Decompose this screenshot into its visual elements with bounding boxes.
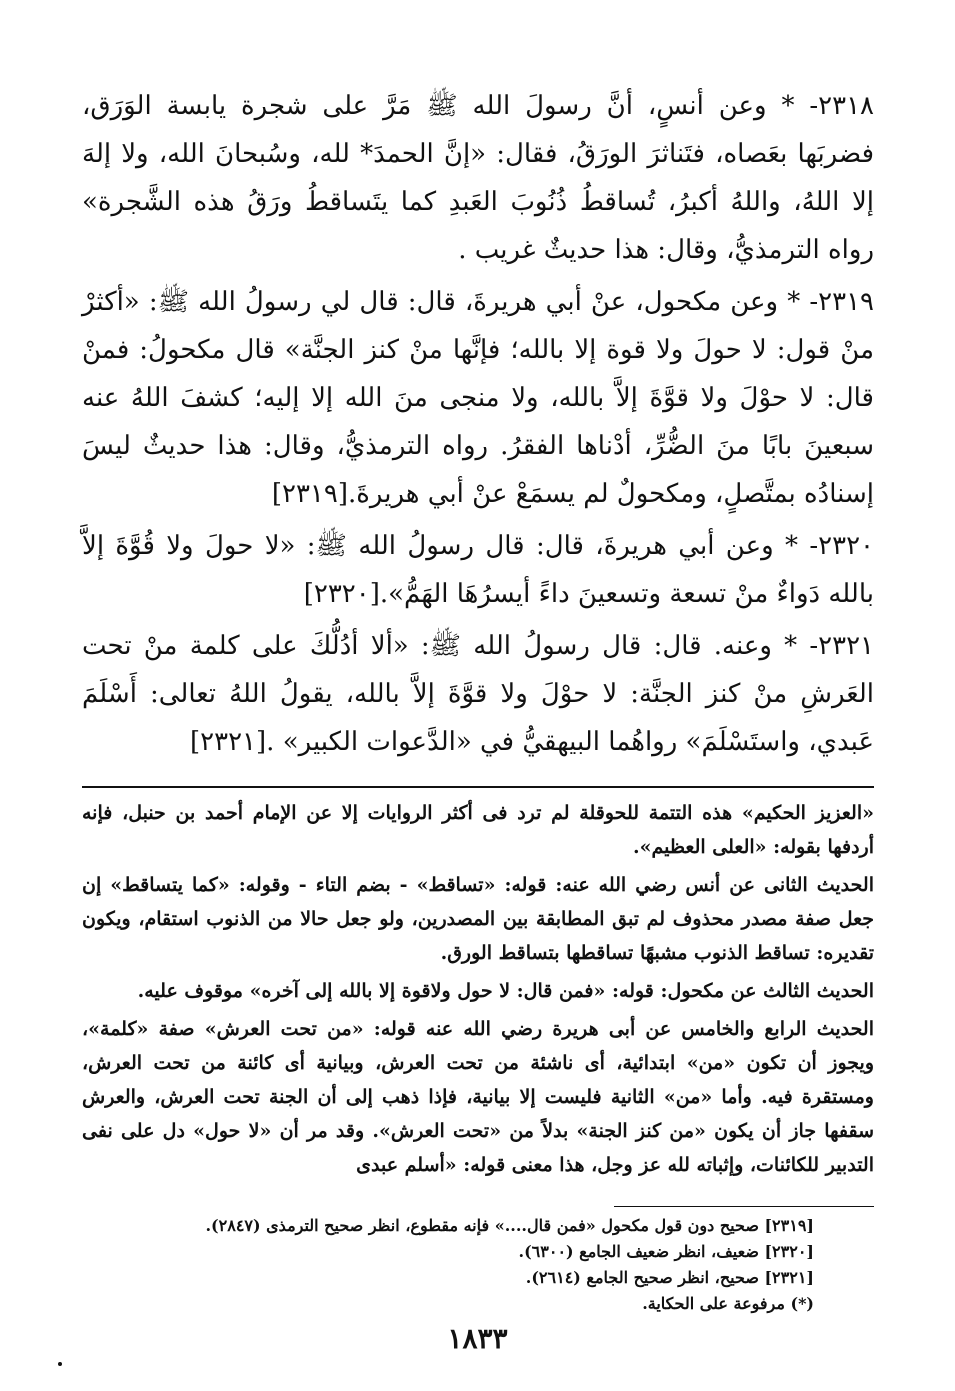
hadith-2321: ٢٣٢١- * وعنه. قال: قال رسولُ الله ﷺ: «ألا أدُلُّكَ على كلمة منْ تحت العَرشِ منْ كنز الجنَّة: لا حوْلَ ولا قوَّةَ إلاَّ بالله، يقولُ اللهُ تعالى: أَسْلَمَ عَبدي، واستَسْلَمَ» رواهُما البيهقيُّ في «الدَّعوات الكبير» .[٢٣٢١] [82,631,874,757]
footnote: [٢٣١٩] صحيح دون قول مكحول «فمن قال....» فإنه مقطوع، انظر صحيح الترمذى (٢٨٤٧). [205,1216,814,1235]
commentary-paragraph: الحديث الرابع والخامس عن أبى هريرة رضي الله عنه قوله: «من تحت العرش» صفة «كلمة»، ويجوز أن تكون «من» ابتدائية، أى ناشئة من تحت العرش، وبيانية أى كائنة من تحت العرش، ومستقرة فيه. وأما «من» الثانية فليست إلا بيانية، فإذا ذهب إلى أن الجنة تحت العرش، والعرش سقفها جاز أن يكون «من كنز الجنة» بدلاً من «تحت العرش». وقد مر أن «لا حول» دل على نفى التدبير للكائنات، وإثباته لله عز وجل، هذا معنى قوله: «أسلم عبدى [82,1018,874,1176]
commentary-paragraph: الحديث الثانى عن أنس رضي الله عنه: قوله: «تساقط» - بضم التاء - وقوله: «كما يتساقط» إن جعل صفة مصدر محذوف لم تبق المطابقة بين المصدرين، ولو جعل حالا من الذنوب استقام، ويكون تقديره: تساقط الذنوب مشبهًا تساقطها بتساقط الورق. [82,874,874,964]
footnote-divider [614,1206,874,1207]
page-number: ١٨٣٣ [447,1322,508,1355]
footnote: [٢٣٢٠] ضعيف، انظر ضعيف الجامع (٦٣٠٠). [518,1242,814,1261]
page-body [82,82,874,1317]
footnote: [٢٣٢١] صحيح، انظر صحيح الجامع (٢٦١٤). [525,1268,814,1287]
margin-dot [58,1362,62,1366]
hadith-2319: ٢٣١٩- * وعن مكحول، عنْ أبي هريرةَ، قال: قال لي رسولُ الله ﷺ: «أكثرْ منْ قول: لا حولَ ولا قوة إلا بالله؛ فإنَّها منْ كنز الجنَّة» قال مكحولُ: فمنْ قال: لا حوْلَ ولا قوَّةَ إلاَّ بالله، ولا منجى منَ الله إلا إليه؛ كشفَ اللهُ عنه سبعينَ بابًا منَ الضُّرِّ، أدْناها الفقرُ. رواه الترمذيُّ، وقال: هذا حديثٌ ليسَ إسنادُه بمتَّصلٍ، ومكحولٌ لم يسمَعْ عنْ أبي هريرةَ.[٢٣١٩] [82,287,874,509]
commentary-paragraph: «العزيز الحكيم» هذه التتمة للحوقلة لم ترد فى أكثر الروايات إلا عن الإمام أحمد بن حنبل، فإنه أردفها بقوله: «العلى العظيم». [82,802,874,858]
hadith-2318: ٢٣١٨- * وعن أنسٍ، أنَّ رسولَ الله ﷺ مَرَّ على شجرة يابسة الوَرَق، فضربَها بعَصاه، فتَناثرَ الورَقُ، فقال: «إنَّ الحمدَ* لله، وسُبحانَ الله، ولا إلهَ إلا اللهُ، واللهُ أكبرُ، تُساقطُ ذُنُوبَ العَبدِ كما يتَساقطُ ورَقُ هذه الشَّجرة» رواه الترمذيُّ، وقال: هذا حديثٌ غريب . [82,91,874,265]
commentary-paragraph: الحديث الثالث عن مكحول: قوله: «فمن قال: لا حول ولاقوة إلا بالله إلى آخره» موقوف عليه. [137,980,874,1002]
commentary-divider [82,786,874,788]
hadith-2320: ٢٣٢٠- * وعن أبي هريرةَ، قال: قال رسولُ الله ﷺ: «لا حولَ ولا قُوَّةَ إلاَّ بالله دَواءٌ منْ تسعة وتسعينَ داءً أيسرُهَا الهَمُّ».[٢٣٢٠] [82,531,874,609]
footnote: (*) مرفوعة على الحكاية. [642,1294,814,1313]
